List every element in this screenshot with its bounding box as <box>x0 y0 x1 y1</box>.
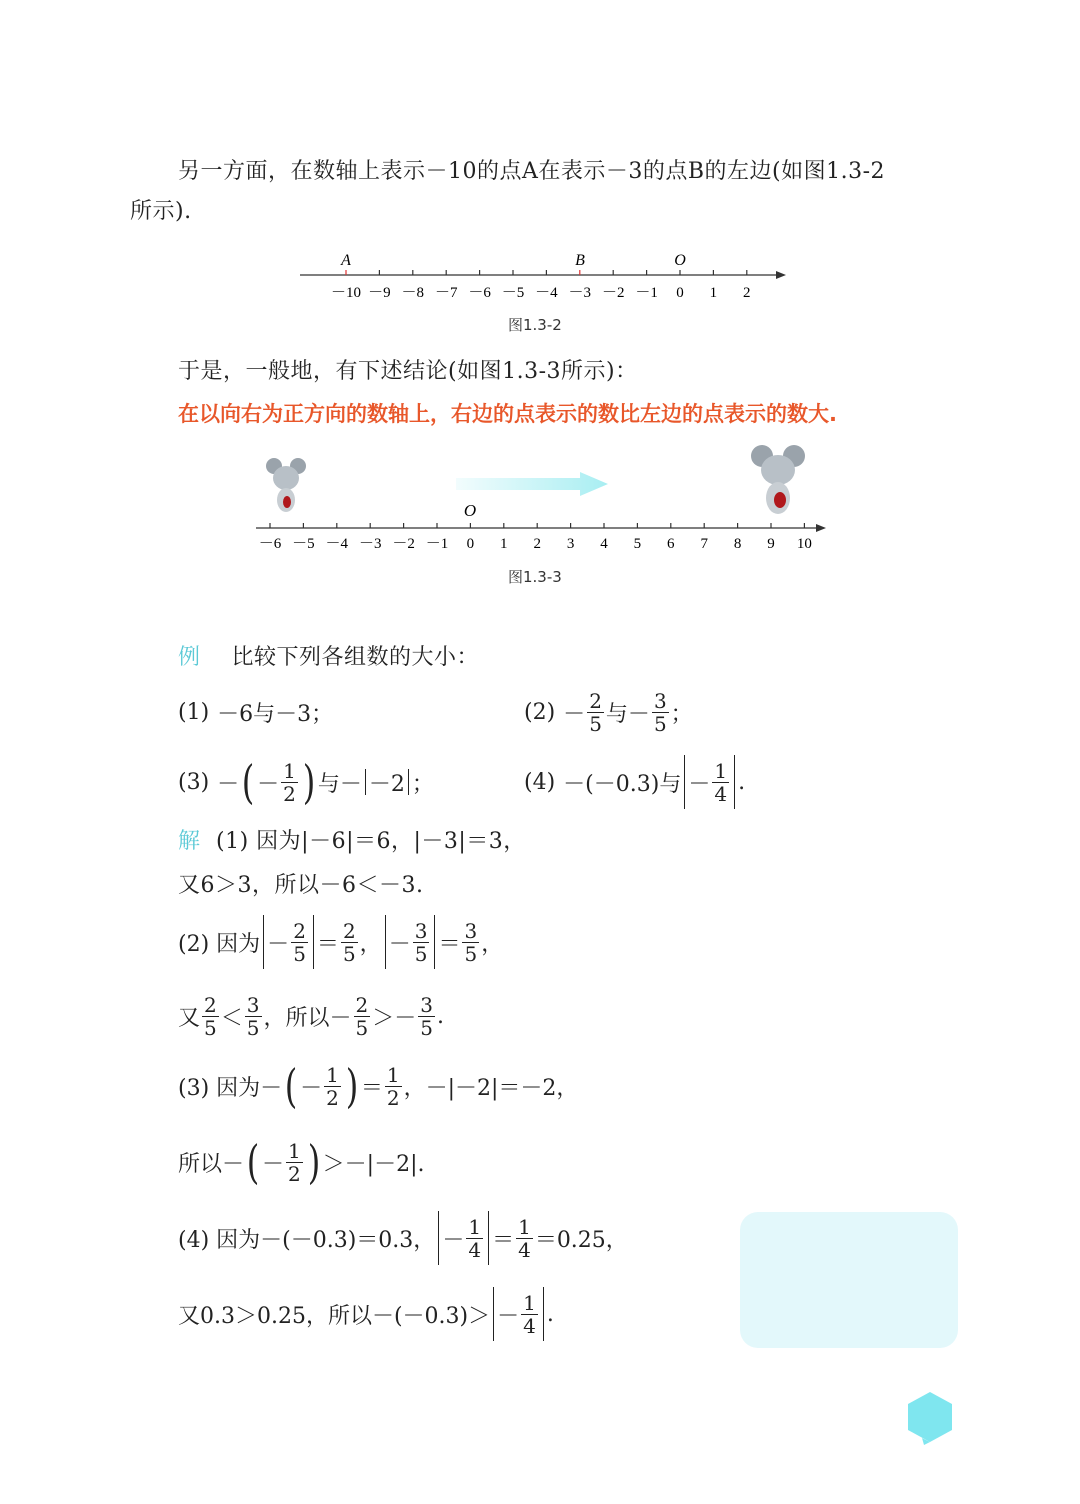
tick-label: －9 <box>368 285 391 301</box>
point-label-b: B <box>575 252 585 269</box>
tick-label: 6 <box>667 536 675 552</box>
tick-label: 1 <box>500 536 508 552</box>
fraction: $\frac{1}{2}$ <box>283 758 296 806</box>
problem-2: (2) － $\frac{2}{5}$ 与－ $\frac{3}{5}$ ； <box>524 688 693 736</box>
tick-label: －3 <box>358 536 382 552</box>
problem-1: (1) －6与－3； <box>178 699 334 727</box>
intro-line-1: 另一方面，在数轴上表示－10的点A在表示－3的点B的左边(如图1.3-2 <box>178 159 886 184</box>
tick-label: 7 <box>700 536 708 552</box>
tick-label: －2 <box>392 536 415 552</box>
page-hexagon-icon <box>904 1390 956 1446</box>
tick-label: －1 <box>425 536 449 552</box>
tick-label: －4 <box>535 285 558 301</box>
fraction: $\frac{1}{4}$ <box>714 758 728 806</box>
solution-1b: 又6＞3，所以－6＜－3. <box>178 873 424 898</box>
tick-label: －3 <box>568 285 592 301</box>
tick-label: －1 <box>635 285 658 301</box>
tick-label: －6 <box>468 285 491 301</box>
tick-label: －7 <box>434 285 458 301</box>
example-heading <box>178 638 479 678</box>
side-note-box <box>740 1212 958 1348</box>
tick-label: 1 <box>709 285 718 301</box>
tick-label: －4 <box>325 536 349 552</box>
tick-label: 4 <box>600 536 608 552</box>
point-label-a: A <box>341 252 351 269</box>
tick-label: －8 <box>401 285 425 301</box>
solution-3b: 所以－ ( － $\frac{1}{2}$ ) ＞－|－2|. <box>178 1135 425 1189</box>
mouse-mascot-icon <box>751 445 805 514</box>
solution-4b: 又0.3＞0.25，所以－(－0.3)＞ － $\frac{1}{4}$ . <box>178 1284 554 1344</box>
conclusion-intro: 于是，一般地，有下述结论(如图1.3-3所示)： <box>178 359 638 384</box>
tick-label: －2 <box>601 285 625 301</box>
direction-arrow-icon <box>456 472 608 496</box>
tick-label: －5 <box>501 285 525 301</box>
example-label: 例 <box>178 645 201 670</box>
tick-label: 2 <box>743 285 751 301</box>
axis-arrow <box>776 271 786 279</box>
number-line-fig-1-3-2 <box>290 245 790 311</box>
solution-1a: 解 (1) 因为|－6|＝6，|－3|＝3， <box>178 829 526 854</box>
mouse-mascot-icon <box>266 458 306 512</box>
solution-label: 解 <box>178 829 201 854</box>
solution-2a: (2) 因为 － $\frac{2}{5}$ ＝ $\frac{2}{5}$ ， － $\frac{3}{5}$ ＝ $\frac{3}{5}$ ， <box>178 912 503 972</box>
tick-label: 8 <box>733 536 742 552</box>
fig-1-3-2-caption: 图1.3-2 <box>508 316 562 334</box>
fig-1-3-3-caption: 图1.3-3 <box>508 568 562 586</box>
tick-label: －6 <box>258 536 282 552</box>
problem-3: (3) － ( － $\frac{1}{2}$ ) 与－ －2 ； <box>178 755 434 809</box>
tick-label: 3 <box>566 536 575 552</box>
conclusion-statement: 在以向右为正方向的数轴上，右边的点表示的数比左边的点表示的数大. <box>178 402 837 426</box>
axis-arrow <box>816 524 826 532</box>
problem-4: (4) －(－0.3)与 － $\frac{1}{4}$ . <box>524 752 745 812</box>
example-text: 比较下列各组数的大小： <box>231 645 480 670</box>
tick-label: 9 <box>767 536 775 552</box>
intro-paragraph <box>130 152 960 232</box>
solution-3a: (3) 因为－ ( － $\frac{1}{2}$ ) ＝ $\frac{1}{2}$ ，－|－2|＝－2， <box>178 1059 579 1113</box>
origin-label: O <box>674 252 686 269</box>
tick-label: 0 <box>466 536 475 552</box>
origin-label: O <box>463 501 477 520</box>
tick-label: －5 <box>292 536 315 552</box>
tick-label: －10 <box>330 285 362 301</box>
tick-label: 10 <box>796 536 812 552</box>
solution-4a: (4) 因为－(－0.3)＝0.3， － $\frac{1}{4}$ ＝ $\frac{1}{4}$ ＝0.25， <box>178 1208 628 1268</box>
fraction: $\frac{3}{5}$ <box>653 688 667 736</box>
tick-label: 2 <box>533 536 541 552</box>
solution-2b: 又 $\frac{2}{5}$ ＜ $\frac{3}{5}$ ，所以－ $\frac{2}{5}$ ＞－ $\frac{3}{5}$ . <box>178 992 444 1040</box>
fraction: $\frac{2}{5}$ <box>589 688 602 736</box>
tick-label: 5 <box>633 536 642 552</box>
tick-label: 0 <box>676 285 684 301</box>
number-line-fig-1-3-3 <box>250 444 830 560</box>
intro-line-2: 所示). <box>130 199 192 224</box>
